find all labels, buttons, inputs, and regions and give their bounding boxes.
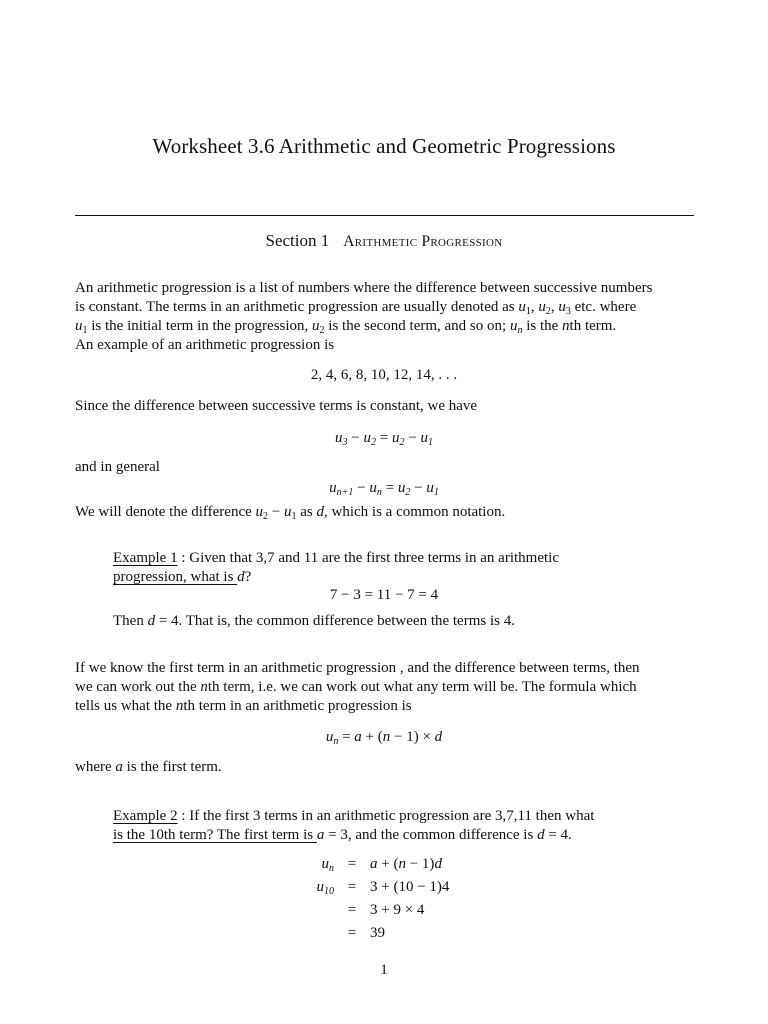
intro-line-3b: is the second term, and so on; bbox=[324, 318, 510, 334]
example-2-label: Example 2 bbox=[113, 808, 178, 824]
equation-row: $u_n$ = a + (n − 1)d bbox=[321, 856, 442, 874]
example-1-conclusion: Then d = 4. That is, the common difference between the terms is 4. bbox=[113, 613, 515, 629]
example-2-equation-array bbox=[290, 856, 490, 948]
intro-paragraph: An arithmetic progression is a list of numbers where the difference between successive numbers is constant. The terms in an arithmetic progression are usually denoted as $u_1$, $u_2$, $u_3$ etc. where $u_1$ is the initial term in the progression, $u_2$ is the second term, and so on; $u_n$ is the nth term. An example of an arithmetic progression is bbox=[75, 280, 653, 353]
intro-line-3c: is the bbox=[522, 318, 563, 334]
page-number: 1 bbox=[380, 962, 388, 978]
denote-text: We will denote the difference $u_2 - u_1$ as d, which is a common notation. bbox=[75, 504, 506, 522]
example-1-label: Example 1 bbox=[113, 550, 178, 566]
where-text: where a is the first term. bbox=[75, 759, 222, 775]
nth-term-paragraph: If we know the first term in an arithmetic progression , and the difference between terms, then we can work out the nth term, i.e. we can work out what any term will be. The formula which tells us what the nth term in an arithmetic progression is bbox=[75, 660, 640, 714]
example-1-equation: 7 − 3 = 11 − 7 = 4 bbox=[329, 587, 439, 603]
example-1: Example 1 : Given that 3,7 and 11 are the first three terms in an arithmetic progression, what is d? bbox=[113, 550, 559, 585]
title-rule bbox=[75, 215, 694, 216]
equation-row: = 3 + 9 × 4 bbox=[347, 902, 425, 918]
equation-row: $u_{10}$ = 3 + (10 − 1)4 bbox=[316, 879, 450, 897]
equation-row: = 39 bbox=[347, 925, 385, 941]
intro-line-2b: etc. where bbox=[570, 299, 637, 315]
intro-line-3a: is the initial term in the progression, bbox=[87, 318, 313, 334]
intro-line-2a: is constant. The terms in an arithmetic progression are usually denoted as bbox=[75, 299, 519, 315]
section-name: Arithmetic Progression bbox=[343, 233, 503, 250]
sequence-example: 2, 4, 6, 8, 10, 12, 14, . . . bbox=[310, 367, 458, 383]
worksheet-title: Worksheet 3.6 Arithmetic and Geometric Progressions bbox=[152, 134, 616, 158]
difference-equation: $u_3 - u_2 = u_2 - u_1$ bbox=[335, 430, 433, 448]
nth-term-formula: $u_n = a + (n - 1) \times d$ bbox=[325, 729, 443, 747]
general-difference-equation: $u_{n+1} - u_n = u_2 - u_1$ bbox=[329, 480, 439, 498]
and-in-general: and in general bbox=[75, 459, 160, 475]
intro-line-1: An arithmetic progression is a list of numbers where the difference between successive numbers bbox=[75, 280, 653, 296]
section-number: Section 1 bbox=[265, 231, 330, 250]
section-heading bbox=[0, 231, 768, 251]
example-2: Example 2 : If the first 3 terms in an arithmetic progression are 3,7,11 then what is the 10th term? The first term is a = 3, and the common difference is d = 4. bbox=[113, 808, 595, 843]
since-text: Since the difference between successive terms is constant, we have bbox=[75, 398, 478, 414]
intro-line-4: An example of an arithmetic progression is bbox=[75, 337, 335, 353]
intro-line-3d: th term. bbox=[569, 318, 617, 334]
